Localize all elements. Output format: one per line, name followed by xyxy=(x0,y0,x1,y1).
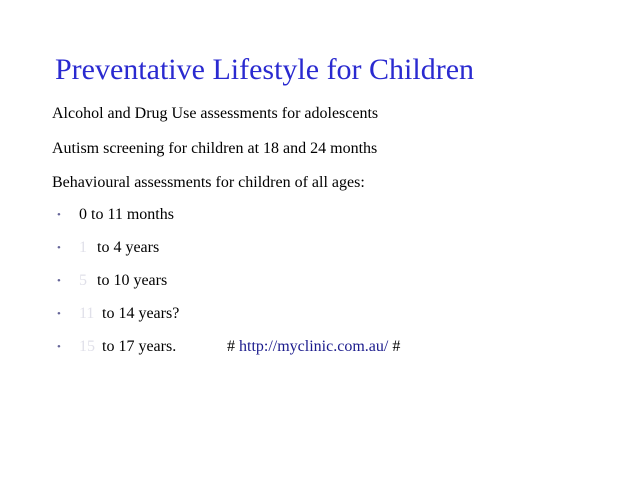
paragraph-behavioural: Behavioural assessments for children of all ages: xyxy=(52,174,365,191)
bullet-text: to 4 years xyxy=(97,239,160,256)
bullet-number: 11 xyxy=(79,305,95,322)
bullet-icon: • xyxy=(57,275,61,287)
bullet-text: to 14 years? xyxy=(102,305,180,322)
footer-link-line xyxy=(227,337,400,357)
bullet-icon: • xyxy=(57,209,61,221)
slide-title: Preventative Lifestyle for Children xyxy=(55,53,475,86)
paragraph-autism-screening: Autism screening for children at 18 and 24 months xyxy=(52,140,378,157)
bullet-text: 0 to 11 months xyxy=(79,206,174,223)
bullet-number: 1 xyxy=(79,239,87,256)
bullet-text: to 10 years xyxy=(97,272,168,289)
bullet-icon: • xyxy=(57,242,61,254)
paragraph-alcohol-drug: Alcohol and Drug Use assessments for adolescents xyxy=(52,105,379,122)
clinic-link[interactable]: http://myclinic.com.au/ xyxy=(239,338,389,355)
bullet-icon: • xyxy=(57,341,61,353)
bullet-icon: • xyxy=(57,308,61,320)
hash-close: # xyxy=(392,338,401,355)
bullet-number: 15 xyxy=(79,338,95,355)
bullet-text: to 17 years. xyxy=(102,338,177,355)
bullet-number: 5 xyxy=(79,272,87,289)
hash-open: # xyxy=(227,338,235,355)
